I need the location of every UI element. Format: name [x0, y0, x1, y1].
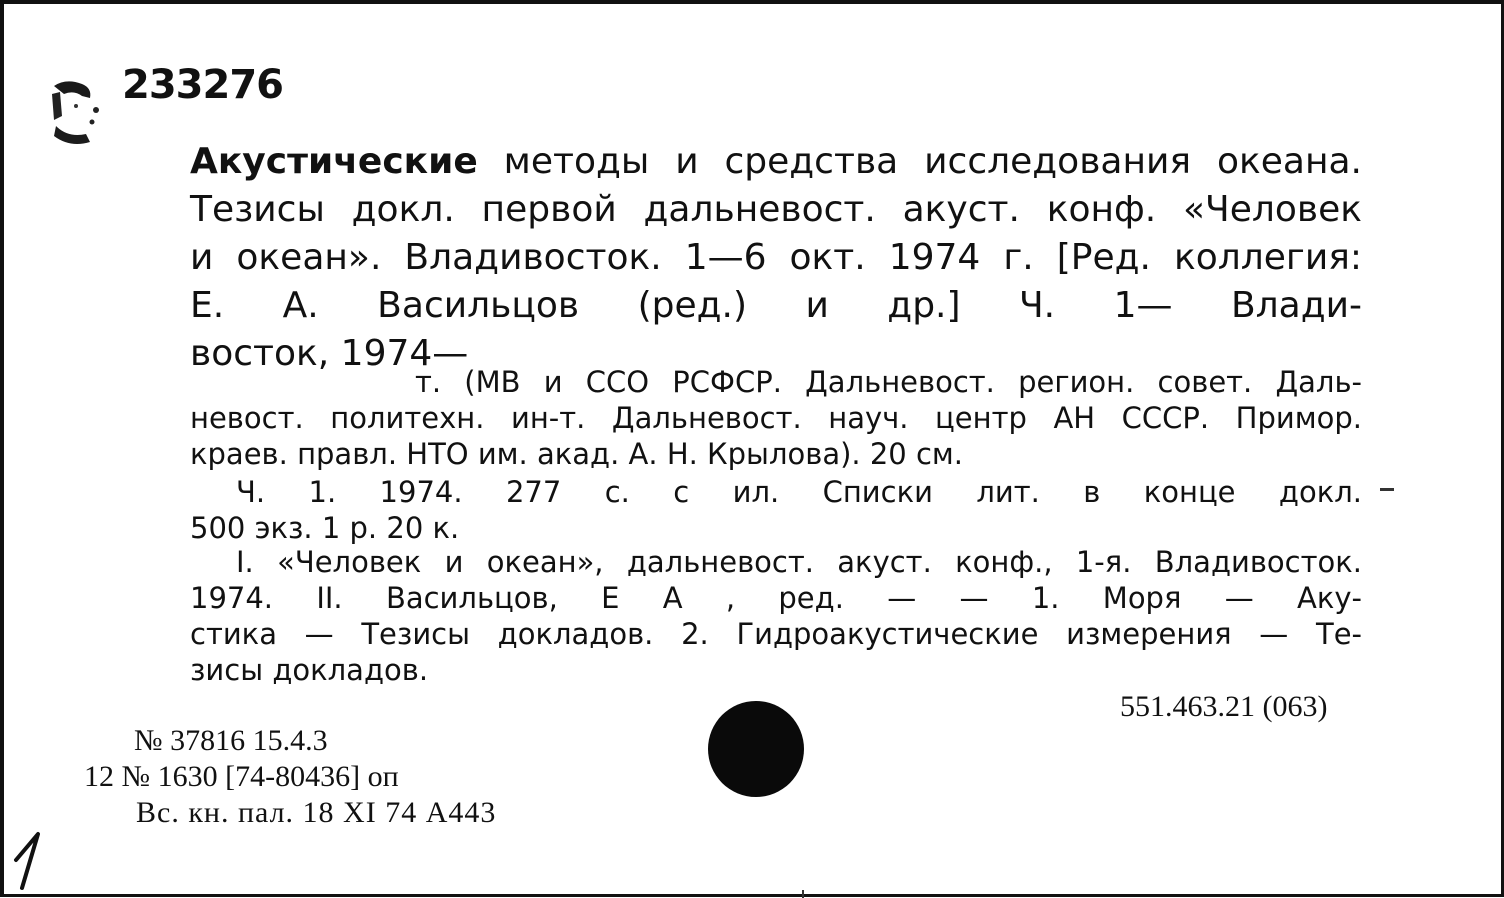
title-block	[190, 138, 1362, 378]
collation-line: Ч. 1. 1974. 277 с. с ил. Списки лит. в конце докл.	[236, 475, 1362, 509]
card-order-number: 12 № 1630 [74-80436] оп	[84, 760, 399, 793]
title-line-text: методы и средства исследования океана.	[503, 141, 1362, 182]
handwritten-mark	[8, 826, 50, 892]
subject-line: 1974. II. Васильцов, Е А , ред. — — 1. Моря — Аку-	[190, 581, 1362, 615]
subject-line: I. «Человек и океан», дальневост. акуст. конф., 1-я. Владивосток.	[236, 545, 1362, 579]
book-chamber-record: Вс. кн. пал. 18 XI 74 А443	[136, 796, 497, 829]
collation-line: 500 экз. 1 р. 20 к.	[190, 511, 460, 545]
series-line: краев. правл. НТО им. акад. А. Н. Крылова). 20 см.	[190, 437, 964, 471]
series-statement	[190, 364, 1362, 472]
card-number: № 37816 15.4.3	[134, 724, 328, 757]
title-line: и океан». Владивосток. 1—6 окт. 1974 г. [Ред. коллегия:	[190, 237, 1362, 278]
edge-mark	[1380, 488, 1394, 491]
title-line: Тезисы докл. первой дальневост. акуст. конф. «Человек	[190, 189, 1362, 230]
subject-line: зисы докладов.	[190, 653, 429, 687]
punch-hole	[708, 701, 804, 797]
library-stamp-icon	[46, 76, 106, 150]
udc-code: 551.463.21 (063)	[1120, 690, 1328, 723]
title-line: Е. А. Васильцов (ред.) и др.] Ч. 1— Влади-	[190, 285, 1362, 326]
accession-number: 233276	[122, 62, 283, 108]
subject-tracings	[190, 544, 1362, 688]
collation	[190, 474, 1362, 546]
subject-line: стика — Тезисы докладов. 2. Гидроакустические измерения — Те-	[190, 617, 1362, 651]
title-line: восток, 1974—	[190, 333, 469, 374]
title-heading: Акустические	[190, 141, 478, 182]
series-line: т. (МВ и ССО РСФСР. Дальневост. регион. совет. Даль-	[415, 365, 1362, 399]
title-line	[190, 138, 1362, 186]
series-line: невост. политехн. ин-т. Дальневост. науч. центр АН СССР. Примор.	[190, 401, 1362, 435]
